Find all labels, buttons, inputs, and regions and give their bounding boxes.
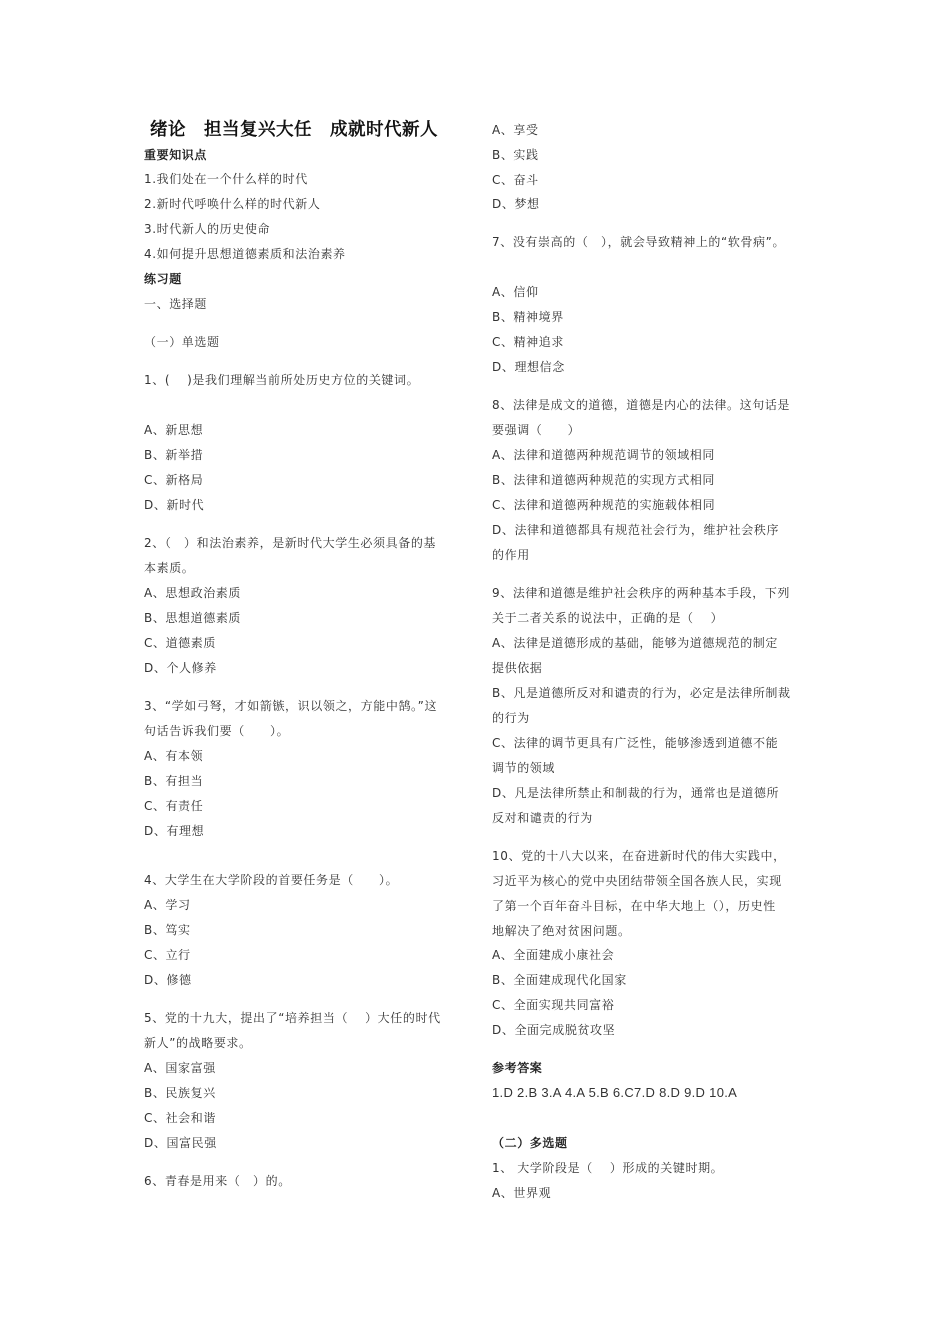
text-line: 4.如何提升思想道德素质和法治素养 bbox=[144, 247, 346, 261]
text-line: 要强调（ ） bbox=[492, 423, 581, 437]
answer-option: B、思想道德素质 bbox=[144, 611, 242, 625]
answer-option: B、笃实 bbox=[144, 923, 191, 937]
answer-option: D、理想信念 bbox=[492, 360, 565, 374]
question-text: 10、党的十八大以来，在奋进新时代的伟大实践中， bbox=[492, 849, 786, 863]
answer-option: A、思想政治素质 bbox=[144, 586, 242, 600]
text-line: 地解决了绝对贫困问题。 bbox=[492, 924, 631, 938]
text-line: 句话告诉我们要（ ）。 bbox=[144, 724, 290, 738]
answer-option: B、凡是道德所反对和谴责的行为，必定是法律所制裁 bbox=[492, 686, 791, 700]
section-heading: 练习题 bbox=[144, 272, 182, 286]
answer-option: C、奋斗 bbox=[492, 173, 539, 187]
page-title: 绪论 担当复兴大任 成就时代新人 bbox=[150, 120, 438, 140]
answer-option: A、世界观 bbox=[492, 1186, 552, 1200]
answer-option: A、法律是道德形成的基础，能够为道德规范的制定 bbox=[492, 636, 779, 650]
answer-option: B、精神境界 bbox=[492, 310, 564, 324]
answer-key: 1.D 2.B 3.A 4.A 5.B 6.C7.D 8.D 9.D 10.A bbox=[492, 1085, 738, 1100]
answer-option: A、享受 bbox=[492, 123, 539, 137]
answer-option: A、国家富强 bbox=[144, 1061, 216, 1075]
question-text: 4、大学生在大学阶段的首要任务是（ ）。 bbox=[144, 873, 399, 887]
question-text: 9、法律和道德是维护社会秩序的两种基本手段，下列 bbox=[492, 586, 791, 600]
answer-option: D、梦想 bbox=[492, 197, 540, 211]
answer-option: C、有责任 bbox=[144, 799, 204, 813]
answer-option: D、新时代 bbox=[144, 498, 205, 512]
answer-option: D、修德 bbox=[144, 973, 192, 987]
answer-option: A、新思想 bbox=[144, 423, 204, 437]
answer-option: C、法律的调节更具有广泛性，能够渗透到道德不能 bbox=[492, 736, 779, 750]
answer-option: B、全面建成现代化国家 bbox=[492, 973, 627, 987]
section-heading: 参考答案 bbox=[492, 1061, 543, 1075]
answer-option: A、信仰 bbox=[492, 285, 539, 299]
answer-option: D、法律和道德都具有规范社会行为，维护社会秩序 bbox=[492, 523, 780, 537]
answer-option: C、精神追求 bbox=[492, 335, 564, 349]
text-line: 的作用 bbox=[492, 548, 530, 562]
text-line: 1.我们处在一个什么样的时代 bbox=[144, 172, 308, 186]
answer-option: D、全面完成脱贫攻坚 bbox=[492, 1023, 616, 1037]
answer-option: C、法律和道德两种规范的实施载体相同 bbox=[492, 498, 716, 512]
text-line: （一）单选题 bbox=[144, 335, 220, 349]
answer-option: C、社会和谐 bbox=[144, 1111, 216, 1125]
answer-option: A、法律和道德两种规范调节的领域相同 bbox=[492, 448, 716, 462]
section-heading: 重要知识点 bbox=[144, 148, 208, 162]
answer-option: C、道德素质 bbox=[144, 636, 216, 650]
question-text: 6、青春是用来（ ）的。 bbox=[144, 1174, 291, 1188]
text-line: 习近平为核心的党中央团结带领全国各族人民，实现 bbox=[492, 874, 782, 888]
text-line: 反对和谴责的行为 bbox=[492, 811, 593, 825]
answer-option: A、有本领 bbox=[144, 749, 204, 763]
answer-option: D、凡是法律所禁止和制裁的行为，通常也是道德所 bbox=[492, 786, 780, 800]
text-line: 一、选择题 bbox=[144, 297, 208, 311]
question-text: 1、( )是我们理解当前所处历史方位的关键词。 bbox=[144, 373, 420, 387]
question-text: 5、党的十九大，提出了“培养担当（ ）大任的时代 bbox=[144, 1011, 441, 1025]
text-line: 2.新时代呼唤什么样的时代新人 bbox=[144, 197, 321, 211]
answer-option: B、新举措 bbox=[144, 448, 204, 462]
answer-option: A、学习 bbox=[144, 898, 191, 912]
text-line: 的行为 bbox=[492, 711, 530, 725]
text-line: 了第一个百年奋斗目标，在中华大地上（），历史性 bbox=[492, 899, 776, 913]
answer-option: D、有理想 bbox=[144, 824, 205, 838]
answer-option: C、立行 bbox=[144, 948, 191, 962]
answer-option: D、国富民强 bbox=[144, 1136, 217, 1150]
answer-option: C、全面实现共同富裕 bbox=[492, 998, 615, 1012]
question-text: 1、 大学阶段是（ ）形成的关键时期。 bbox=[492, 1161, 724, 1175]
question-text: 7、没有崇高的（ ），就会导致精神上的“软骨病”。 bbox=[492, 235, 786, 249]
text-line: 调节的领域 bbox=[492, 761, 556, 775]
answer-option: B、有担当 bbox=[144, 774, 204, 788]
answer-option: B、法律和道德两种规范的实现方式相同 bbox=[492, 473, 716, 487]
section-heading: （二）多选题 bbox=[492, 1136, 568, 1150]
text-line: 关于二者关系的说法中，正确的是（ ） bbox=[492, 611, 724, 625]
text-line: 本素质。 bbox=[144, 561, 195, 575]
answer-option: C、新格局 bbox=[144, 473, 204, 487]
answer-option: D、个人修养 bbox=[144, 661, 217, 675]
question-text: 3、“学如弓弩，才如箭镞，识以领之，方能中鹄。”这 bbox=[144, 699, 438, 713]
text-line: 提供依据 bbox=[492, 661, 543, 675]
question-text: 2、（ ）和法治素养，是新时代大学生必须具备的基 bbox=[144, 536, 437, 550]
answer-option: B、实践 bbox=[492, 148, 539, 162]
answer-option: A、全面建成小康社会 bbox=[492, 948, 615, 962]
answer-option: B、民族复兴 bbox=[144, 1086, 216, 1100]
text-line: 3.时代新人的历史使命 bbox=[144, 222, 271, 236]
question-text: 8、法律是成文的道德，道德是内心的法律。这句话是 bbox=[492, 398, 791, 412]
text-line: 新人”的战略要求。 bbox=[144, 1036, 252, 1050]
